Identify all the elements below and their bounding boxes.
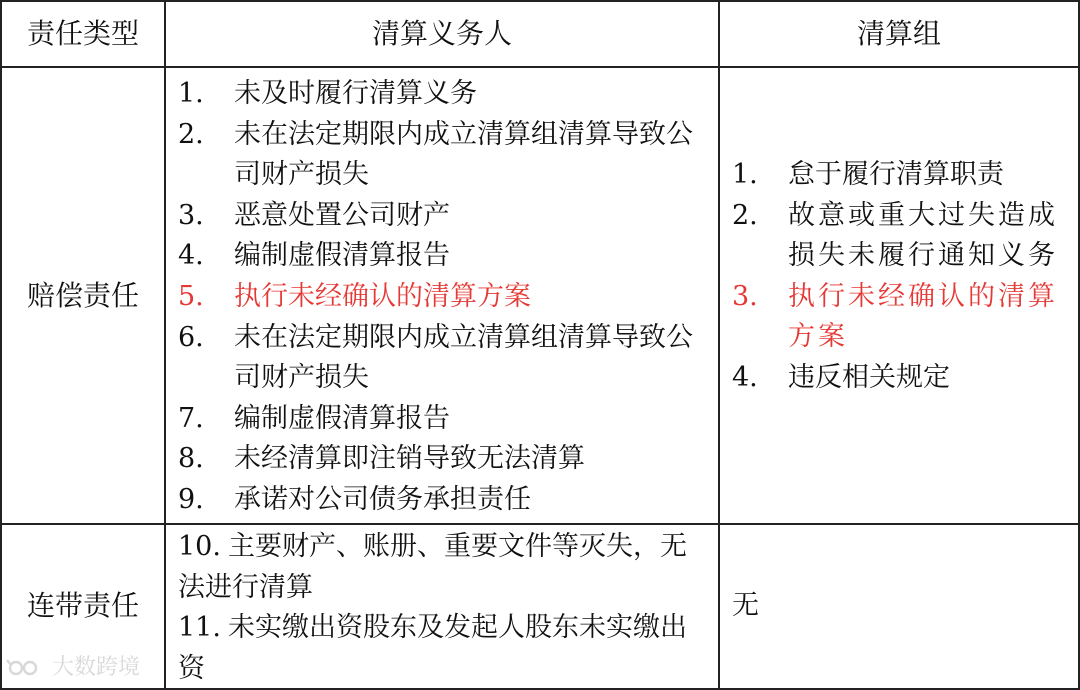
item-text: 未经清算即注销导致无法清算 [234, 443, 585, 475]
list-item [178, 236, 708, 277]
border-top [0, 0, 1080, 2]
watermark-text: 大数跨境 [52, 655, 141, 680]
item-number: 1. [732, 159, 758, 190]
list-item [178, 527, 708, 608]
item-number: 1. [178, 78, 204, 109]
list-item [178, 318, 708, 399]
list-item [178, 608, 708, 689]
item-text: 未实缴出资股东及发起人股东未实缴出资 [178, 612, 687, 684]
item-text: 恶意处置公司财产 [234, 199, 450, 231]
item-text: 故意或重大过失造成损失未履行通知义务 [788, 199, 1058, 272]
item-text: 怠于履行清算职责 [788, 159, 1004, 190]
item-number: 9. [178, 483, 204, 515]
list-item [178, 115, 708, 196]
item-text: 未及时履行清算义务 [234, 78, 477, 109]
watermark [4, 654, 140, 682]
row1-type-label: 赔偿责任 [26, 279, 139, 312]
item-text: 编制虚假清算报告 [234, 402, 450, 434]
row2-type-label: 连带责任 [26, 589, 139, 622]
list-item [732, 358, 1068, 399]
list-item [178, 74, 708, 115]
item-number: 6. [178, 321, 204, 353]
list-item [178, 480, 708, 521]
item-number: 5. [178, 280, 204, 312]
item-number: 3. [178, 199, 204, 231]
item-text: 违反相关规定 [788, 361, 950, 393]
row2-group-cell [732, 586, 1068, 626]
row1-obligor-list [178, 74, 708, 521]
item-number: 3. [732, 280, 758, 312]
border-col1 [164, 0, 166, 690]
item-text: 主要财产、账册、重要文件等灭失，无法进行清算 [178, 531, 687, 603]
row1-group-cell [732, 155, 1068, 399]
header-obligor: 清算义务人 [371, 17, 512, 50]
list-item [732, 155, 1068, 196]
row1-type-cell [2, 276, 164, 316]
row2-group-text: 无 [732, 590, 759, 621]
item-number: 8. [178, 443, 204, 475]
item-number: 10. [178, 531, 221, 562]
item-text: 未在法定期限内成立清算组清算导致公司财产损失 [234, 321, 693, 394]
list-item [178, 399, 708, 440]
list-item [178, 196, 708, 237]
list-item-highlighted [178, 277, 708, 318]
item-text: 执行未经确认的清算方案 [788, 280, 1058, 353]
header-cell-obligor [166, 14, 718, 54]
list-item [178, 439, 708, 480]
item-number: 4. [732, 361, 758, 393]
list-item-highlighted [732, 277, 1068, 358]
list-item [732, 196, 1068, 277]
item-text: 未在法定期限内成立清算组清算导致公司财产损失 [234, 118, 693, 191]
row2-obligor-list [178, 527, 708, 689]
header-type: 责任类型 [26, 17, 139, 50]
item-text: 承诺对公司债务承担责任 [234, 483, 531, 515]
item-number: 7. [178, 402, 204, 434]
border-row-divider [0, 523, 1080, 525]
header-group: 清算组 [856, 17, 941, 50]
item-number: 2. [178, 118, 204, 150]
row2-obligor-cell [178, 527, 708, 689]
header-cell-group [720, 14, 1078, 54]
item-number: 2. [732, 199, 758, 231]
row1-obligor-cell [178, 74, 708, 521]
header-cell-type [2, 14, 164, 54]
row1-group-list [732, 155, 1068, 399]
row2-type-cell [2, 586, 164, 626]
item-number: 4. [178, 240, 204, 272]
item-text: 执行未经确认的清算方案 [234, 280, 531, 312]
border-col2 [718, 0, 720, 690]
watermark-logo-icon [4, 656, 48, 680]
item-number: 11. [178, 612, 221, 644]
border-header-bottom [0, 66, 1080, 68]
item-text: 编制虚假清算报告 [234, 240, 450, 272]
